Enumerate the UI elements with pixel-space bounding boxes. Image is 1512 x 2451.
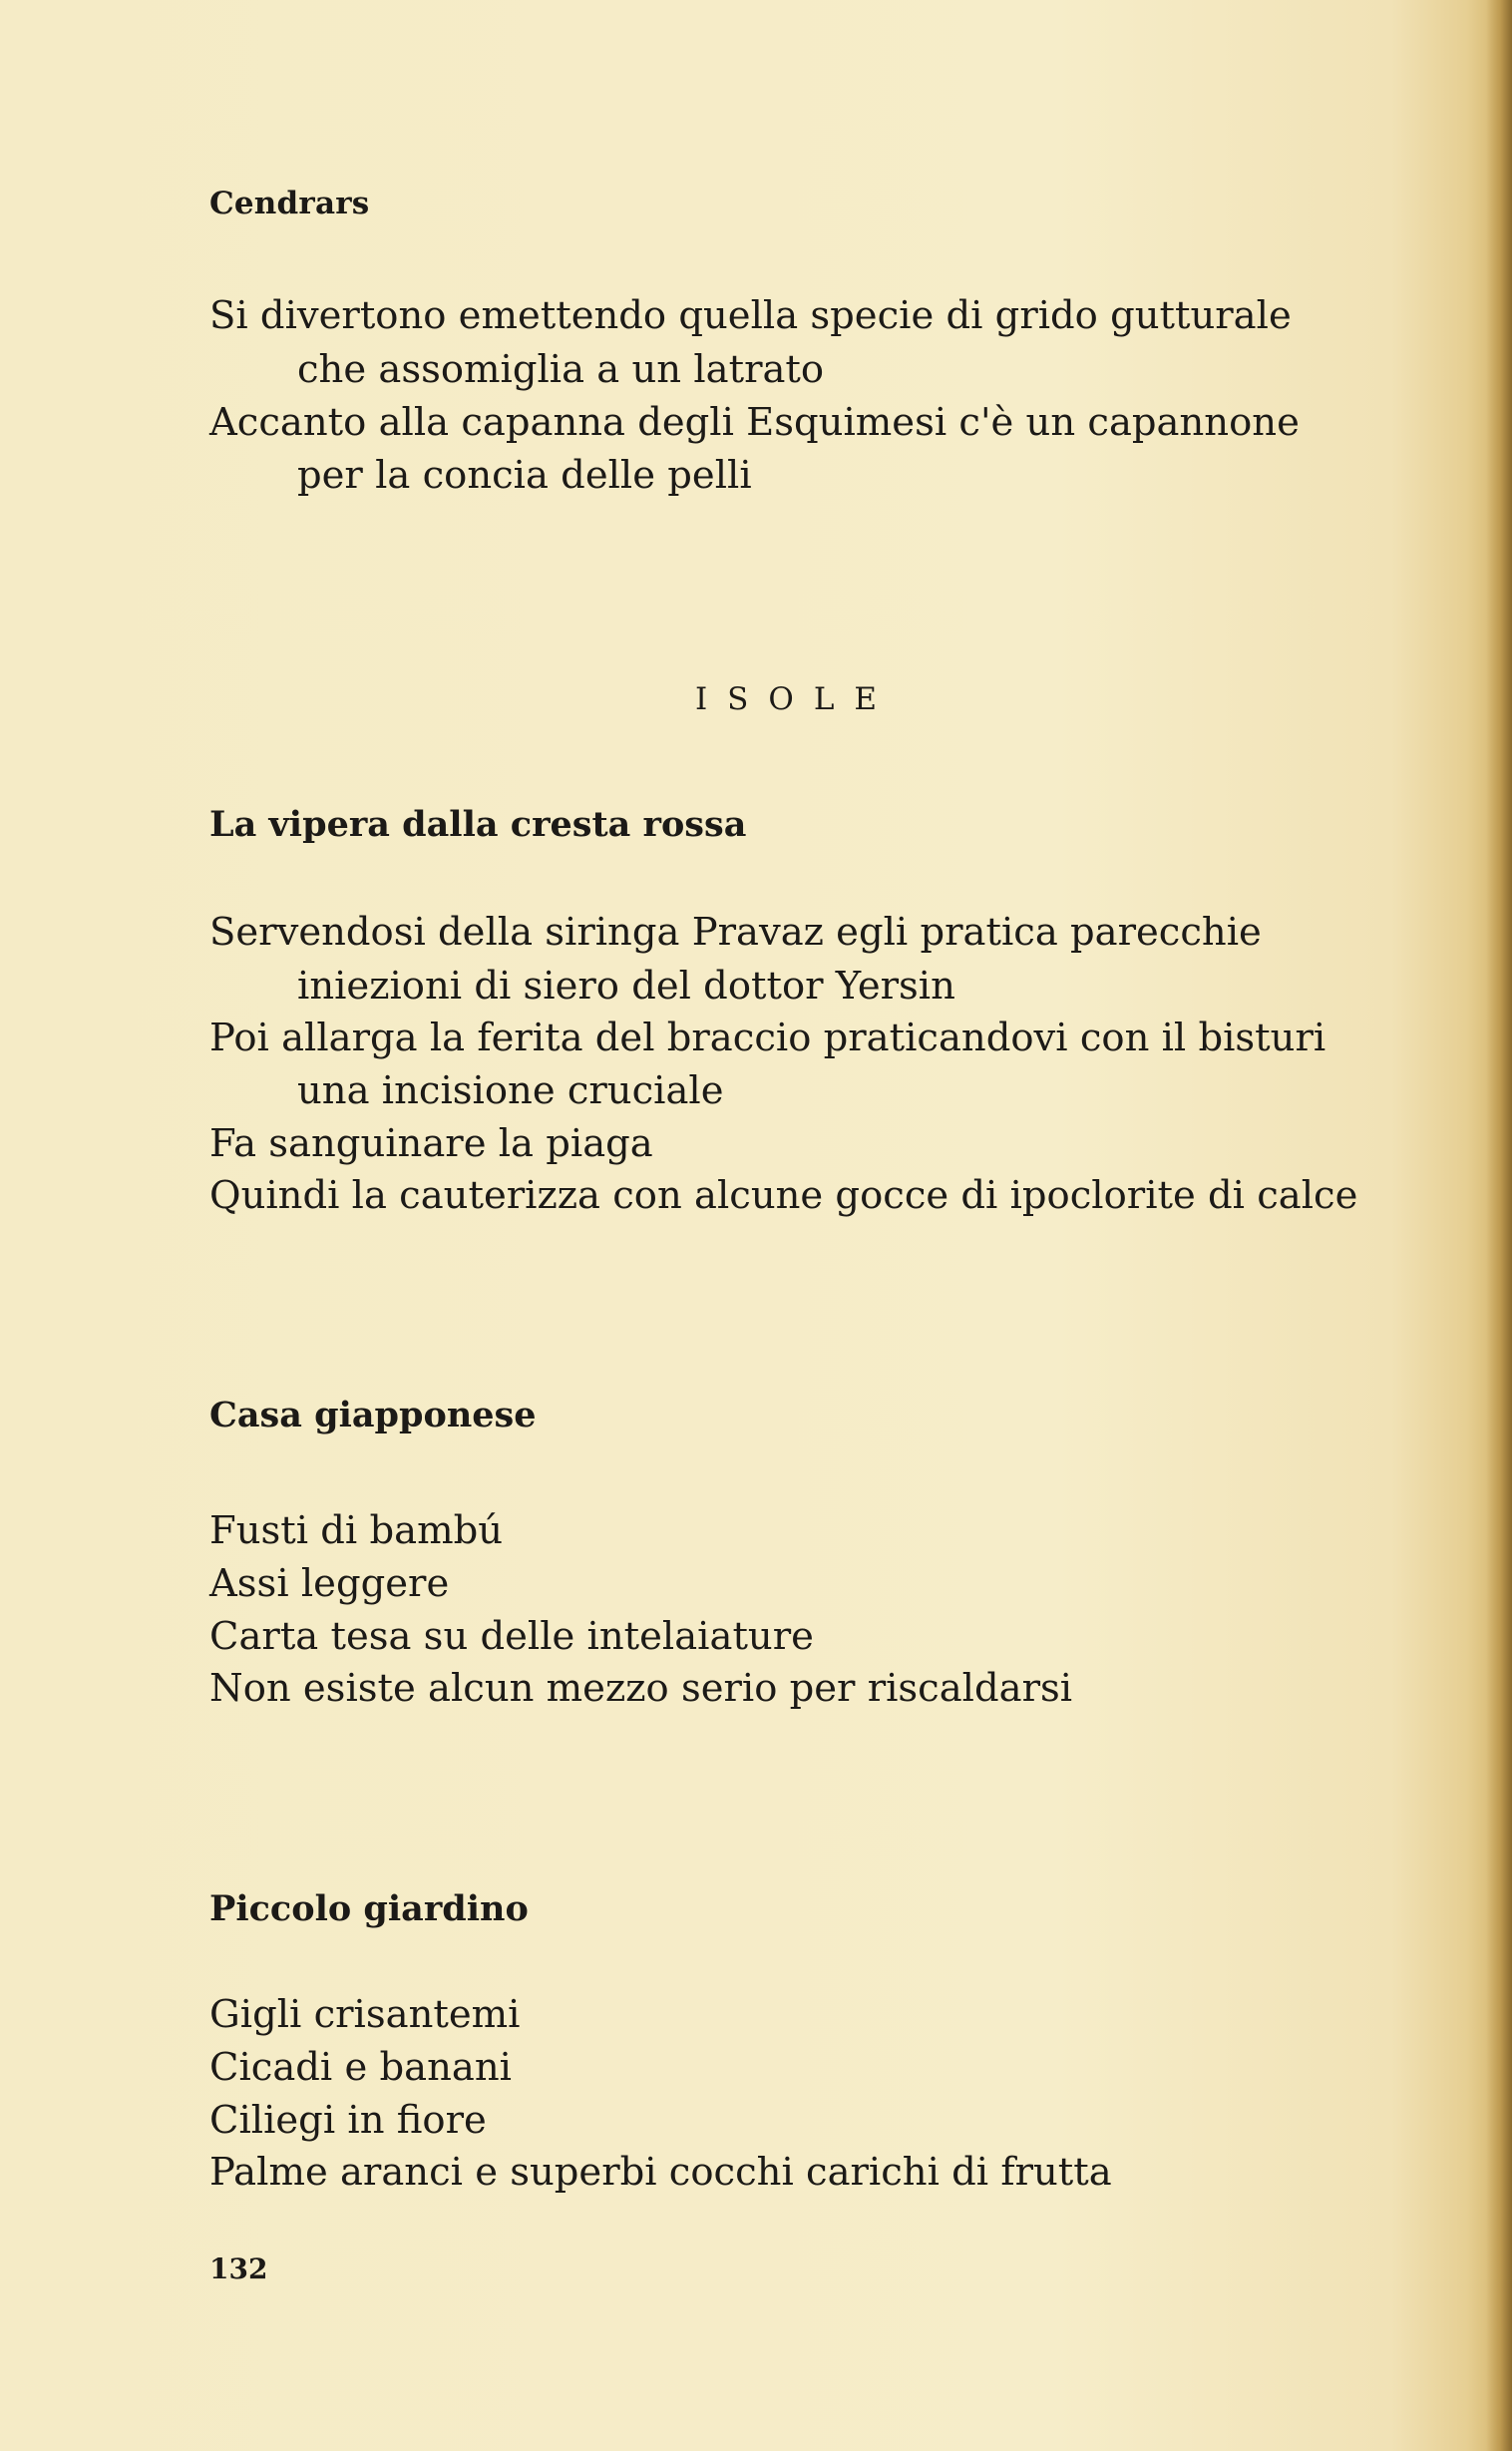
verse-line-continuation: una incisione cruciale xyxy=(297,1068,724,1113)
running-head: Cendrars xyxy=(209,186,370,221)
verse-line: Fa sanguinare la piaga xyxy=(209,1121,653,1166)
verse-line: Poi allarga la ferita del braccio praticandovi con il bisturi xyxy=(209,1016,1326,1060)
verse-line-continuation: che assomiglia a un latrato xyxy=(297,347,825,392)
verse-line: Assi leggere xyxy=(209,1561,450,1606)
page-number: 132 xyxy=(209,2252,268,2285)
poem-title: Piccolo giardino xyxy=(209,1888,529,1929)
verse-line: Palme aranci e superbi cocchi carichi di frutta xyxy=(209,2150,1112,2195)
verse-line-continuation: per la concia delle pelli xyxy=(297,453,752,498)
verse-line: Cicadi e banani xyxy=(209,2045,512,2090)
verse-line: Carta tesa su delle intelaiature xyxy=(209,1614,814,1659)
poem-title: La vipera dalla cresta rossa xyxy=(209,804,747,845)
verse-line: Quindi la cauterizza con alcune gocce di ipoclorite di calce xyxy=(209,1173,1358,1218)
verse-line: Servendosi della siringa Pravaz egli pratica parecchie xyxy=(209,910,1262,955)
verse-line: Accanto alla capanna degli Esquimesi c'è un capannone xyxy=(209,400,1300,445)
verse-line: Fusti di bambú xyxy=(209,1508,504,1553)
section-title: ISOLE xyxy=(694,681,898,717)
verse-line: Non esiste alcun mezzo serio per riscaldarsi xyxy=(209,1666,1073,1711)
verse-line: Si divertono emettendo quella specie di grido gutturale xyxy=(209,293,1292,338)
poem-title: Casa giapponese xyxy=(209,1395,537,1435)
verse-line: Ciliegi in fiore xyxy=(209,2098,487,2143)
verse-line: Gigli crisantemi xyxy=(209,1992,521,2037)
page-edge-shadow xyxy=(1486,0,1512,2451)
verse-line-continuation: iniezioni di siero del dottor Yersin xyxy=(297,964,955,1009)
